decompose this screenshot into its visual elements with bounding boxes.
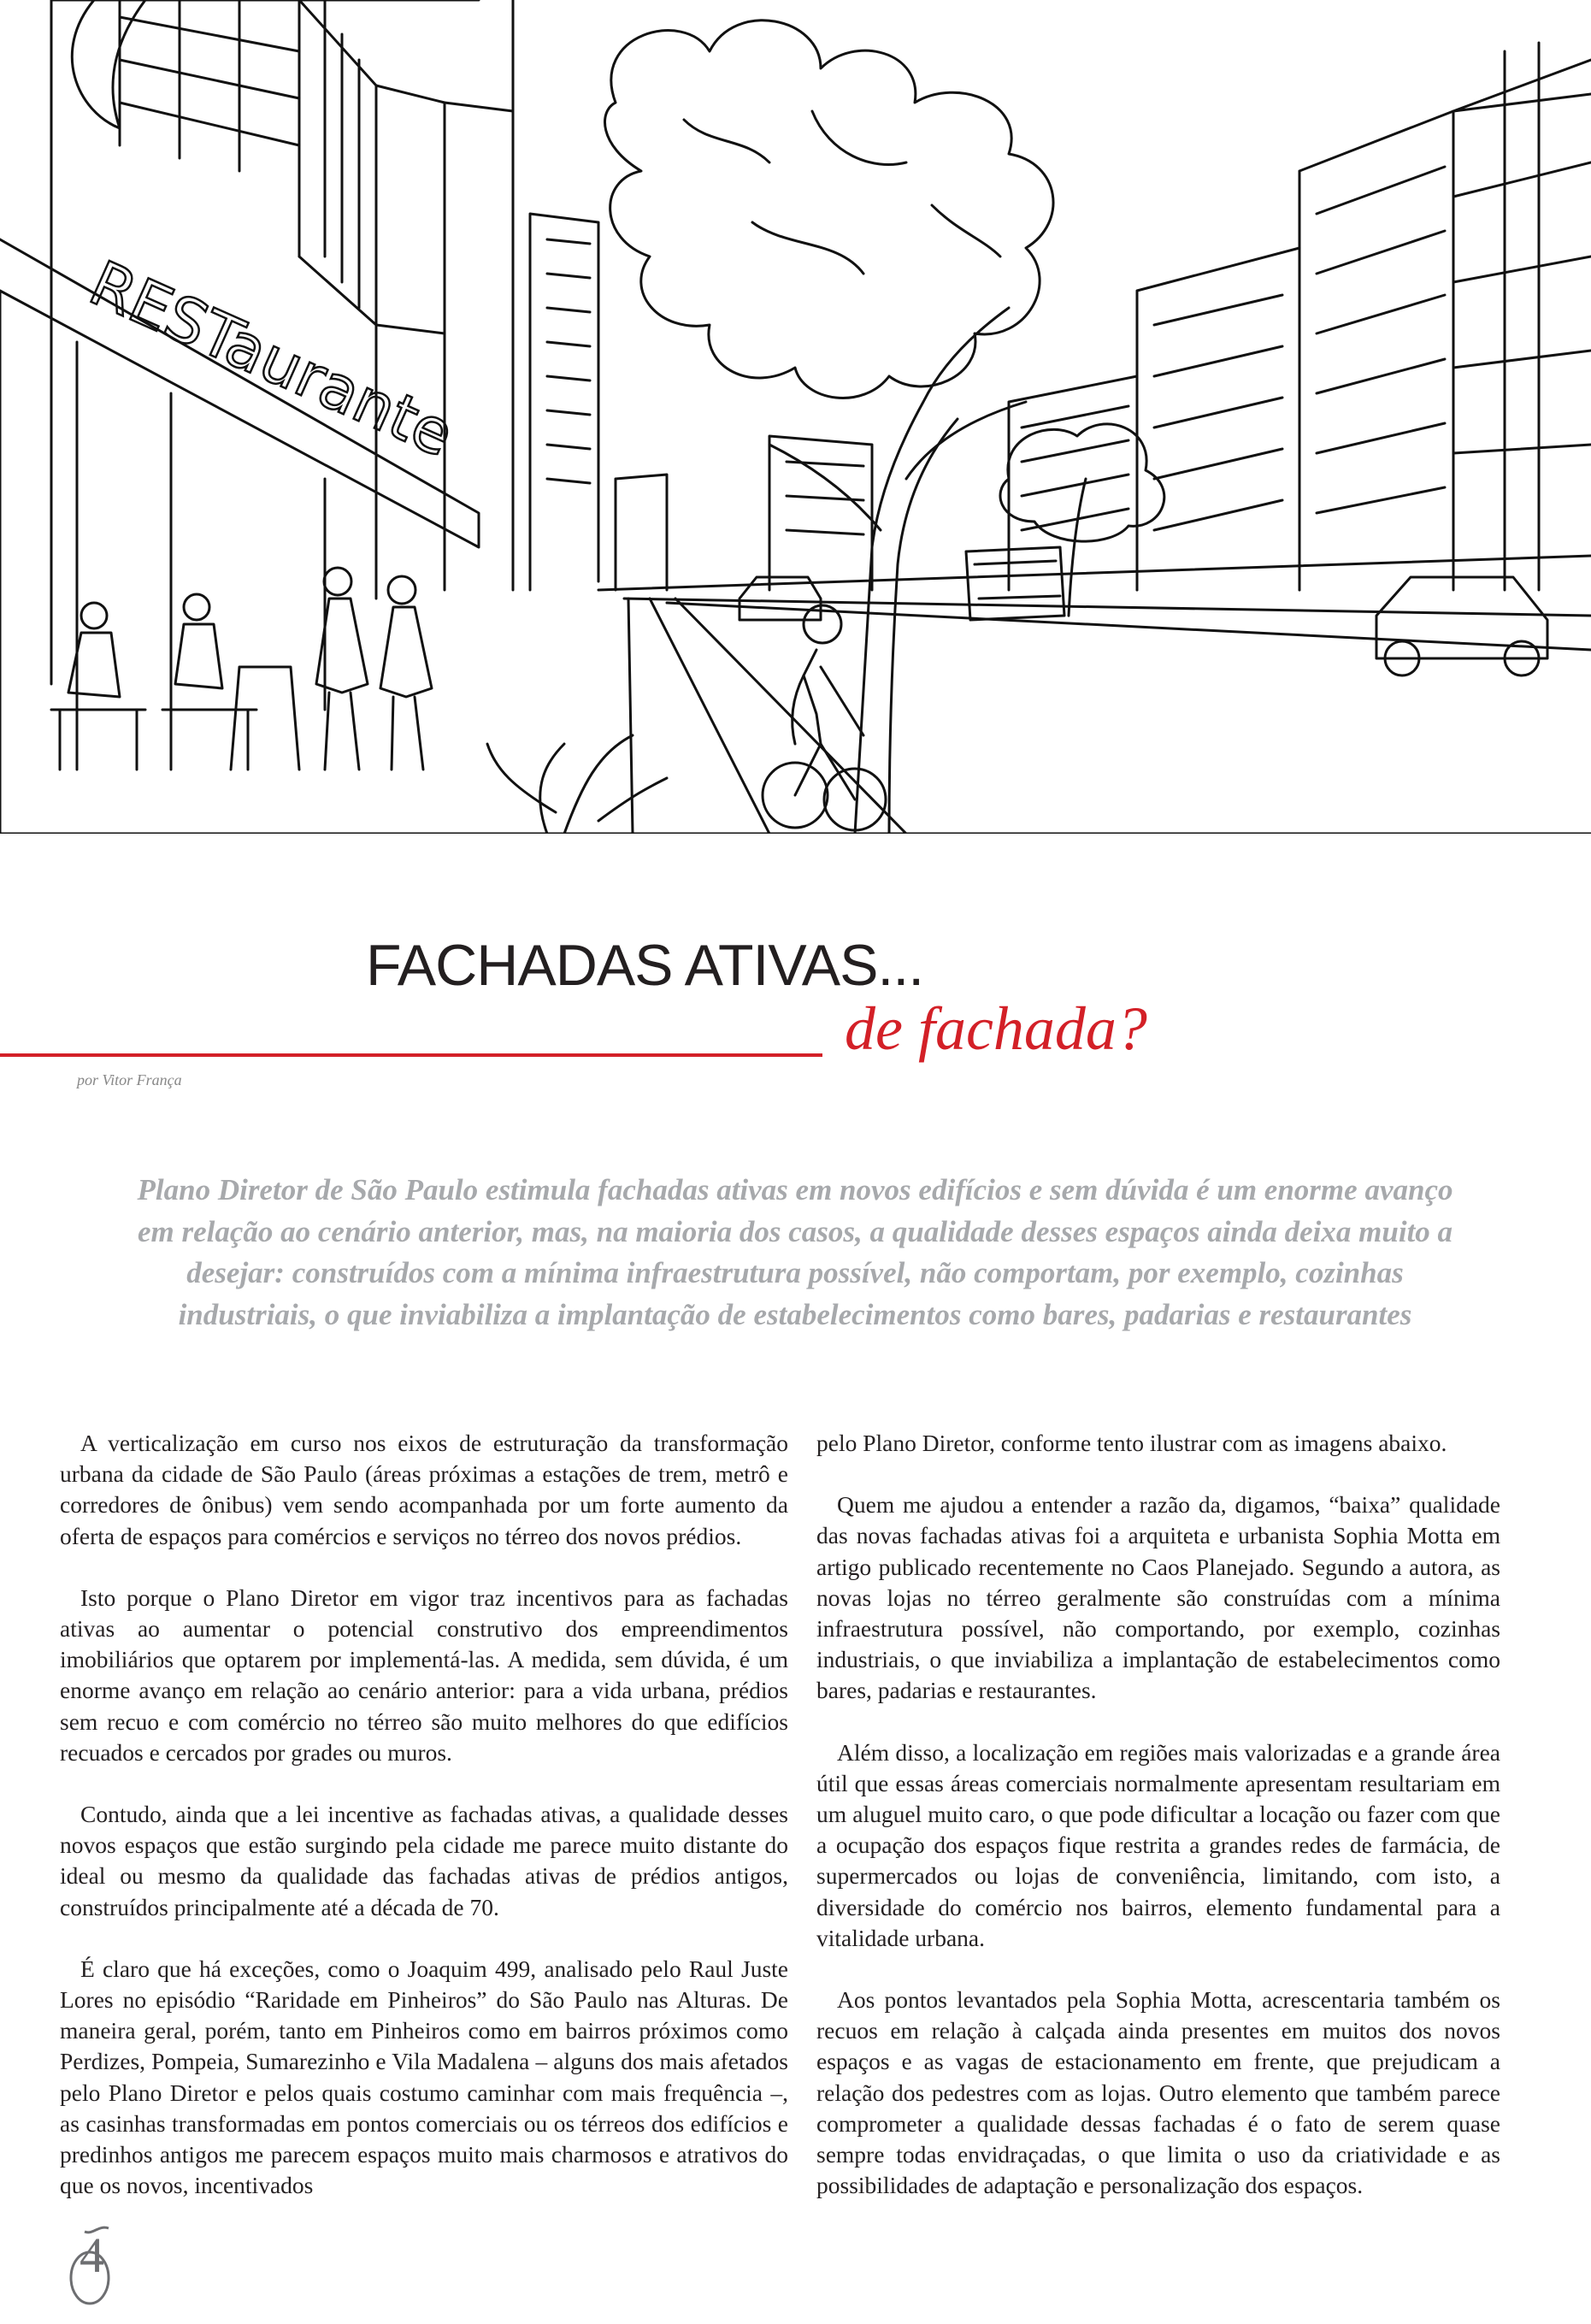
paragraph: Além disso, a localização em regiões mais valorizadas e a grande área útil que essas áreas comerciais normalmente apresentam resultariam em um aluguel muito caro, o que pode dificultar a locação ou fazer com que a ocupação dos espaços fique restrita a grandes redes de farmácia, de supermercados ou lojas de conveniência, limitando, com isto, a diversidade do comércio nos bairros, elemento fundamental para a vitalidade urbana. [816, 1738, 1500, 1951]
left-column [60, 1428, 788, 2232]
article-title: FACHADAS ATIVAS... [366, 933, 924, 998]
street-illustration [0, 0, 1591, 834]
byline: por Vitor França [77, 1071, 182, 1088]
right-column [816, 1428, 1500, 2232]
lead-paragraph: Plano Diretor de São Paulo estimula fachadas ativas em novos edifícios e sem dúvida é um enorme avanço em relação ao cenário anterior, mas, na maioria dos casos, a qualidade desses espaços ainda deixa muito a desejar: construídos com a mínima infraestrutura possível, não comportam, por exemplo, cozinhas industriais, o que inviabiliza a implantação de estabelecimentos como bares, padarias e restaurantes [137, 1173, 1453, 1331]
paragraph: É claro que há exceções, como o Joaquim 499, analisado pelo Raul Juste Lores no episódio “Raridade em Pinheiros” do São Paulo nas Alturas. De maneira geral, porém, tanto em Pinheiros como em bairros próximos como Perdizes, Pompeia, Sumarezinho e Vila Madalena – alguns dos mais afetados pelo Plano Diretor e pelos quais costumo caminhar com mais frequência –, as casinhas transformadas em pontos comerciais ou os térreos dos edifícios e predinhos antigos me parecem espaços muito mais charmosos e atrativos do que os novos, incentivados [60, 1955, 788, 2199]
paragraph: Contudo, ainda que a lei incentive as fachadas ativas, a qualidade desses novos espaços que estão surgindo pela cidade me parece muito distante do ideal ou mesmo da qualidade das fachadas ativas de prédios antigos, construídos principalmente até a década de 70. [60, 1801, 788, 1920]
article-subtitle: de fachada? [845, 994, 1147, 1063]
paragraph: pelo Plano Diretor, conforme tento ilustrar com as imagens abaixo. [816, 1430, 1447, 1456]
title-divider [0, 1053, 822, 1057]
paragraph: Quem me ajudou a entender a razão da, digamos, “baixa” qualidade das novas fachadas ativas foi a arquiteta e urbanista Sophia Motta em artigo publicado recentemente no Caos Planejado. Segundo a autora, as novas lojas no térreo geralmente são construídas com a mínima infraestrutura possível, não comportando, por exemplo, cozinhas industriais, o que inviabiliza a implantação de estabelecimentos como bares, padarias e restaurantes. [816, 1491, 1500, 1704]
paragraph: A verticalização em curso nos eixos de estruturação da transformação urbana da cidade de São Paulo (áreas próximas a estações de trem, metrô e corredores de ônibus) vem sendo acompanhada por um forte aumento da oferta de espaços para comércios e serviços no térreo dos novos prédios. [60, 1430, 788, 1549]
restaurant-sign: RESTaurante [80, 246, 464, 471]
page-number-text: 4 [80, 2227, 104, 2283]
paragraph: Isto porque o Plano Diretor em vigor traz incentivos para as fachadas ativas ao aumentar o potencial construtivo dos empreendimentos imobiliários que optarem por implementá-las. A medida, sem dúvida, é um enorme avanço em relação ao cenário anterior: para a vida urbana, prédios sem recuo e com comércio no térreo são muito melhores do que edifícios recuados e cercados por grades ou muros. [60, 1584, 788, 1766]
paragraph: Aos pontos levantados pela Sophia Motta, acrescentaria também os recuos em relação à calçada ainda presentes em muitos dos novos espaços e as vagas de estacionamento em frente, que prejudicam a relação dos pedestres com as lojas. Outro elemento que também parece comprometer a qualidade dessas fachadas é o fato de serem quase sempre todas envidraçadas, o que limita o uso da criatividade e as possibilidades de adaptação e personalização dos espaços. [816, 1986, 1500, 2199]
page-number [56, 2223, 124, 2309]
